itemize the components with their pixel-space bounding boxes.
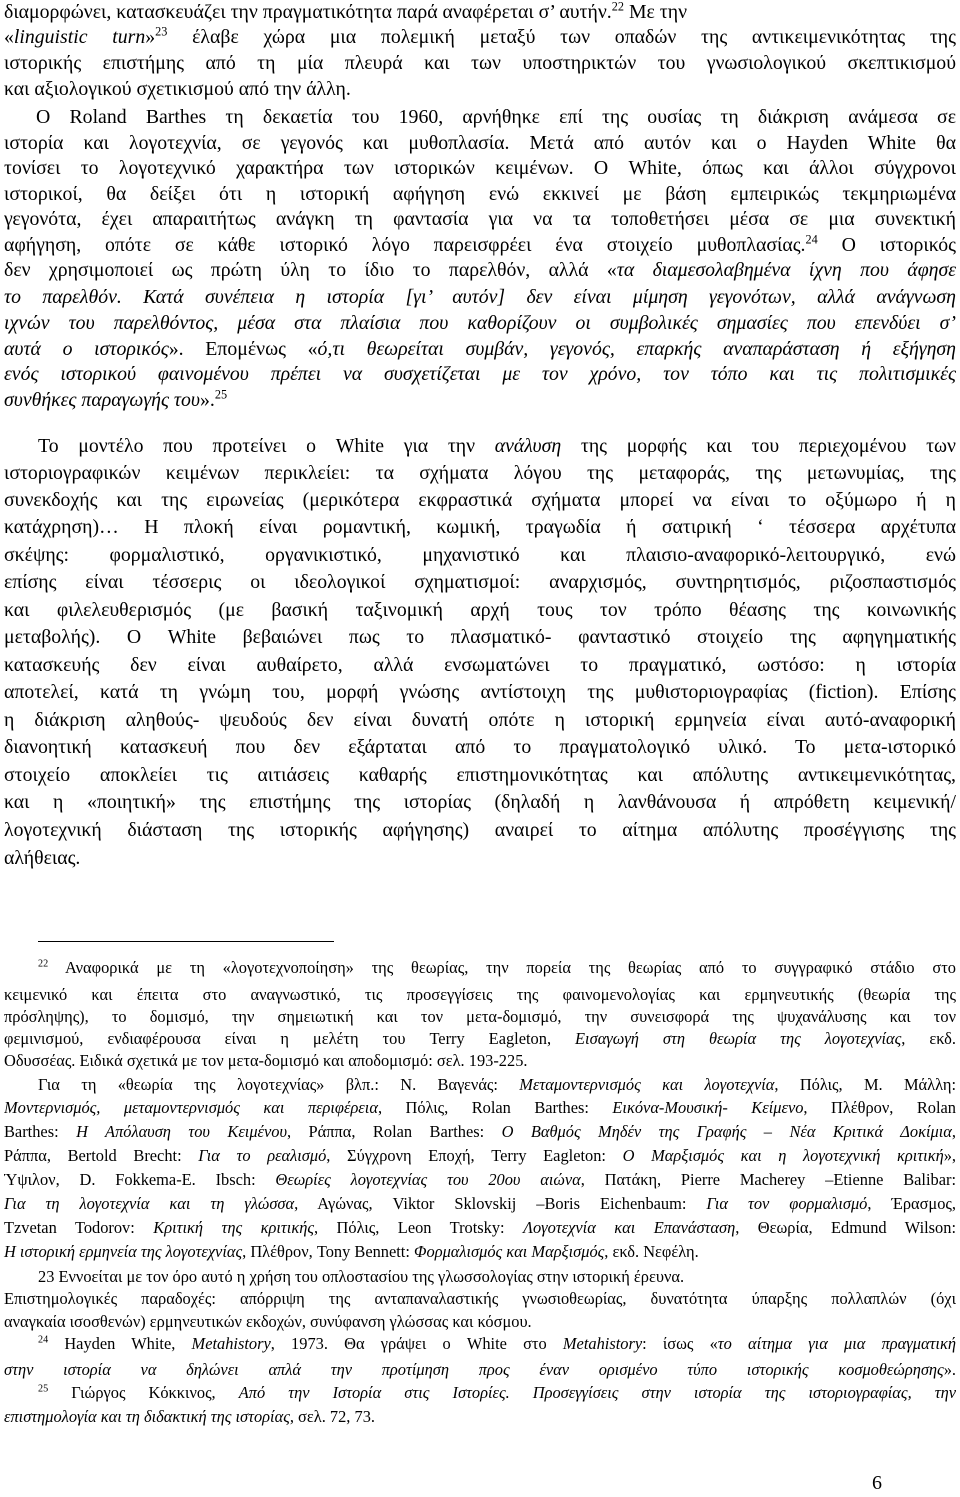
text-run: Hayden White, [48,1334,192,1353]
text-run: ιστορία και λογοτεχνία, σε γεγονός και μυθοπλασία. Μετά από αυτόν και ο Hayden White θα [4,132,956,154]
text-run: Για τη «θεωρία της λογοτεχνίας» βλπ.: Ν. Βαγενάς: [38,1075,520,1094]
italic-text-run: το αίτημα για μια πραγματική [717,1334,956,1353]
text-run: , εκδ. [901,1029,956,1048]
body-line [4,131,956,156]
footnote-marker: 22 [38,958,49,970]
italic-text-run: Η Απόλαυση του Κειμένου [76,1122,288,1141]
footnote-marker: 24 [805,233,818,247]
italic-text-run: Metahistory [562,1334,643,1353]
body-line [36,105,956,130]
text-run: αποτελεί, κατά τη γνώμη του, μορφή γνώσης αντίστοιχη της μυθιστοριογραφίας (fiction). Επίσης [4,681,956,703]
footnote-marker: 23 [155,25,168,39]
body-line [4,763,956,788]
italic-text-run: ενός ιστορικού φαινομένου πρέπει να συσχετίζεται με τον χρόνο, τον τόπο και τις πολιτισμικές [4,363,956,385]
italic-text-run: Φορμαλισμός και Μαρξισμός [414,1242,605,1261]
text-run: « [4,26,14,48]
body-line [4,680,956,705]
italic-text-run: Εικόνα-Μουσική- Κείμενο [612,1098,804,1117]
text-run: αναγκαία ισοσθενών) ερμηνευτικών εκδοχών, συνύφανση γλώσσας και κόσμου. [4,1312,532,1331]
page-number: 6 [872,1472,882,1494]
body-line [4,846,80,871]
body-line [4,182,956,207]
footnote-line [38,1266,684,1287]
text-run: κατάχρηση)… Η πλοκή είναι ρομαντική, κωμική, τραγωδία ή σατιρική ‘ τέσσερα αρχέτυπα [4,516,956,538]
italic-text-run: Μοντερνισμός, μεταμοντερνισμός και περιφέρεια [4,1098,378,1117]
text-run: , Ράππα, Rolan Barthes: [287,1122,502,1141]
footnote-line [4,1311,532,1332]
text-run: ». [943,1360,956,1379]
body-line [4,488,956,513]
italic-text-run: τα διαμεσολαβημένα ίχνη που άφησε [616,259,956,281]
italic-text-run: συνθήκες παραγωγής του [4,389,200,411]
text-run: ». Επομένως « [168,338,318,360]
body-line [4,735,956,760]
text-run: 23 Εννοείται με τον όρο αυτό η χρήση του οπλοστασίου της γλωσσολογίας στην ιστορική έρευνα. [38,1267,685,1286]
footnote-line [38,1333,956,1354]
text-run: Ύψιλον, D. Fokkema-E. Ibsch: [4,1170,276,1189]
text-run: τονίσει το λογοτεχνικό χαρακτήρα των ιστορικών κειμένων. Ο White, όπως και άλλοι σύγχρονοι [4,157,956,179]
body-line [4,388,227,413]
footnote-line [4,1359,956,1380]
text-run: Barthes: [4,1122,77,1141]
body-line [4,818,956,843]
text-run: » [145,26,156,48]
body-line [4,25,956,50]
footnote-separator [38,941,334,942]
body-line [4,461,956,486]
body-line [4,77,351,102]
text-run: πρόσληψης), το δομισμό, την σημειωτική και τον μετα-δομισμό, την συνεισφορά της ψυχανάλυσης και τον [4,1007,956,1026]
italic-text-run: Για τον φορμαλισμό [706,1194,868,1213]
text-run: ιστοριογραφικών κειμένων περικλείει: τα σχήματα λόγου της μεταφοράς, της μετωνυμίας, της [4,462,956,484]
text-run: αφήγηση, οπότε σε κάθε ιστορικό λόγο παρεισφρέει ένα στοιχείο μυθοπλασίας. [4,234,806,256]
text-run: : ίσως « [642,1334,718,1353]
text-run: συνεκδοχής και της ειρωνείας (μερικότερα εκφραστικά σχήματα μπορεί να είναι το οξύμωρο ή η [4,489,956,511]
text-run: Ράππα, Bertold Brecht: [4,1146,199,1165]
text-run: , [951,1122,956,1141]
footnote-marker: 22 [611,0,624,14]
text-run: και η «ποιητική» της επιστήμης της ιστορίας (δηλαδή η λανθάνουσα ή απρόθετη κειμενική/ [4,791,956,813]
text-run: επίσης είναι τέσσερις οι ιδεολογικοί σχηματισμοί: αναρχισμός, συντηρητισμός, ριζοσπαστισμός [4,571,956,593]
body-line [4,207,956,232]
italic-text-run: Ο Βαθμός Μηδέν της Γραφής – Νέα Κριτικά Δοκίμια [501,1122,952,1141]
body-line [4,708,956,733]
footnote-line [4,1288,956,1309]
footnote-line [4,1006,956,1027]
italic-text-run: Λογοτεχνία και Επανάσταση [523,1218,736,1237]
text-run: διανοητική κατασκευή που δεν εξάρταται από το πραγματολογικό υλικό. Το μετα-ιστορικό [4,736,956,758]
text-run: γεγονότα, έχει απαραιτήτως ανάγκη τη φαντασία για να τα τοποθετήσει μέσα σε μια συνεκτική [4,208,956,230]
text-run: φεμινισμού, ενδιαφέρουσα είναι η μελέτη του Terry Eagleton, [4,1029,576,1048]
body-line [4,285,956,310]
text-run: και φιλελευθερισμός (με βασική ταξινομική αρχή τους τον τρόπο θέασης της κοινωνικής [4,599,956,621]
text-run: , Έρασμος, [867,1194,956,1213]
text-run: ιστορικής επιστήμης από τη μία πλευρά και των υποστηρικτών του γνωσιολογικού σκεπτικισμού [4,52,956,74]
italic-text-run: Για το ρεαλισμό [198,1146,327,1165]
text-run: , Πλέθρον, Rolan [803,1098,956,1117]
italic-text-run: Θεωρίες λογοτεχνίας του 20ου αιώνα [275,1170,581,1189]
text-run: η διάκριση αληθούς- ψευδούς δεν είναι δυνατή οπότε η ιστορική ερμηνεία είναι αυτό-αναφορική [4,709,956,731]
footnote-line [4,1406,375,1427]
text-run: σκέψης: φορμαλιστικό, οργανικιστικό, μηχανιστικό και πλαισιο-αναφορικό-λειτουργικό, ενώ [4,544,956,566]
text-run: ». [199,389,215,411]
italic-text-run: linguistic turn [13,26,146,48]
text-run: Το μοντέλο που προτείνει ο White για την [38,435,495,457]
text-run: έλαβε χώρα μια πολεμική μεταξύ των οπαδών της αντικειμενικότητας της [167,26,956,48]
text-run: , Πόλις, Leon Trotsky: [314,1218,524,1237]
italic-text-run: Για τη λογοτεχνία και τη γλώσσα [4,1194,295,1213]
body-line [4,598,956,623]
italic-text-run: ιχνών του παρελθόντος, μέσα στα πλαίσια που καθορίζουν οι συμβολικές σημασίες που επενδύει σ’ [4,312,956,334]
italic-text-run: ό,τι θεωρείται συμβάν, γεγονός, επαρκής αναπαράσταση ή εξήγηση [317,338,956,360]
footnote-line [4,984,956,1005]
italic-text-run: Ο Μαρξισμός και η λογοτεχνική κριτική [622,1146,944,1165]
text-run: ιστορικοί, θα δείξει ότι η ιστορική αφήγηση ενώ εκκινεί με βάση εμπειρικώς τεκμηριωμένα [4,183,956,205]
text-run: Tzvetan Todorov: [4,1218,154,1237]
text-run: κειμενικό και έπειτα στο αναγνωστικό, τις προσεγγίσεις της φαινομενολογίας και ερμηνευτικής (θεωρία της [4,985,956,1004]
body-line [4,570,956,595]
italic-text-run: το παρελθόν. Κατά συνέπεια η ιστορία [γι’ αυτόν] δεν είναι μίμηση γεγονότων, αλλά ανάγνωση [4,286,956,308]
text-run: μεταβολής). Ο White βεβαιώνει πως το πλασματικό- φανταστικό στοιχείο της αφηγηματικής [4,626,956,648]
text-run: , Πόλις, Μ. Μάλλη: [774,1075,956,1094]
text-run: , Πόλις, Rolan Barthes: [377,1098,613,1117]
footnote-marker: 24 [38,1334,49,1346]
body-line [4,653,956,678]
text-run: Με την [624,1,688,23]
footnote-line [4,1217,956,1238]
footnote-line [4,1121,956,1142]
text-run: Οδυσσέας. Ειδικά σχετικά με τον μετα-δομισμό και αποδομισμό: σελ. 193-225. [4,1051,528,1070]
italic-text-run: Η ιστορική ερμηνεία της λογοτεχνίας [4,1242,243,1261]
body-line [4,790,956,815]
footnote-line [4,1097,956,1118]
text-run: Γιώργος Κόκκινος, [48,1383,239,1402]
body-line [4,515,956,540]
text-run: , Αγώνας, Viktor Sklovskij –Boris Eichenbaum: [294,1194,707,1213]
italic-text-run: Metahistory [191,1334,271,1353]
text-run: Ο Roland Barthes τη δεκαετία του 1960, αρνήθηκε επί της ουσίας τη διάκριση ανάμεσα σε [36,106,956,128]
italic-text-run: Κριτική της κριτικής [153,1218,314,1237]
text-run: , σελ. 72, 73. [289,1407,375,1426]
text-run: Ο ιστορικός [817,234,956,256]
italic-text-run: Από την Ιστορία στις Ιστορίες. Προσεγγίσεις στην ιστορία της ιστοριογραφίας, την [238,1383,956,1402]
text-run: Επιστημολογικές παραδοχές: απόρριψη της ανταπαναλαστικής γνωσιοθεωρίας, δυνατότητα ύπαρξης πολλαπλών (όχι [4,1289,956,1308]
footnote-line [38,1382,956,1403]
body-line [4,362,956,387]
body-line [4,51,956,76]
footnote-marker: 25 [38,1383,49,1395]
text-run: Αναφορικά με τη «λογοτεχνοποίηση» της θεωρίας, την πορεία της θεωρίας από το συγγραφικό στάδιο στο [48,958,956,977]
text-run: δεν χρησιμοποιεί ως πρώτη ύλη το ίδιο το παρελθόν, αλλά « [4,259,617,281]
body-line [4,156,956,181]
footnote-line [4,1193,956,1214]
footnote-marker: 25 [214,387,228,402]
text-run: , Πλέθρον, Tony Bennett: [242,1242,415,1261]
footnote-line [4,1169,956,1190]
text-run: , Πατάκη, Pierre Macherey –Etienne Balibar: [580,1170,956,1189]
text-run: διαμορφώνει, κατασκευάζει την πραγματικότητα παρά αναφέρεται σ’ αυτήν. [4,1,612,23]
body-line [4,0,687,25]
text-run: , Θεωρία, Edmund Wilson: [735,1218,956,1237]
footnote-line [38,957,956,978]
body-line [4,625,956,650]
footnote-line [4,1028,956,1049]
italic-text-run: αυτά ο ιστορικός [4,338,169,360]
body-line [38,434,956,459]
italic-text-run: στην ιστορία να δηλώνει απλά την προτίμηση προς έναν ορισμένο τύπο ιστορικής κοσμοθεώρησης [4,1360,944,1379]
body-line [4,543,956,568]
footnote-line [4,1145,956,1166]
italic-text-run: Μεταμοντερνισμός και λογοτεχνία [519,1075,775,1094]
body-line [4,233,956,258]
text-run: στοιχείο αποκλείει τις αιτιάσεις καθαρής επιστημονικότητας και απόλυτης αντικειμενικότητας, [4,764,956,786]
text-run: , εκδ. Νεφέλη. [604,1242,699,1261]
italic-text-run: ανάλυση [494,435,562,457]
footnote-line [4,1050,527,1071]
text-run: λογοτεχνική διάσταση της ιστορικής αφήγησης) αναιρεί το αίτημα απόλυτης προσέγγισης της [4,819,956,841]
footnote-line [4,1241,699,1262]
text-run: της μορφής και του περιεχομένου των [561,435,956,457]
italic-text-run: επιστημολογία και τη διδακτική της ιστορίας [4,1407,290,1426]
text-run: και αξιολογικού σχετικισμού από την άλλη. [4,78,351,100]
body-line [4,337,956,362]
footnote-line [38,1074,956,1095]
text-run: αλήθειας. [4,847,81,869]
text-run: », [943,1146,956,1165]
body-line [4,258,956,283]
text-run: , 1973. Θα γράψει ο White στο [270,1334,563,1353]
body-line [4,311,956,336]
text-run: κατασκευής δεν είναι αυθαίρετο, αλλά ενσωματώνει το πραγματικό, ωστόσο: η ιστορία [4,654,956,676]
text-run: , Σύγχρονη Εποχή, Terry Eagleton: [326,1146,623,1165]
italic-text-run: Εισαγωγή στη θεωρία της λογοτεχνίας [575,1029,902,1048]
